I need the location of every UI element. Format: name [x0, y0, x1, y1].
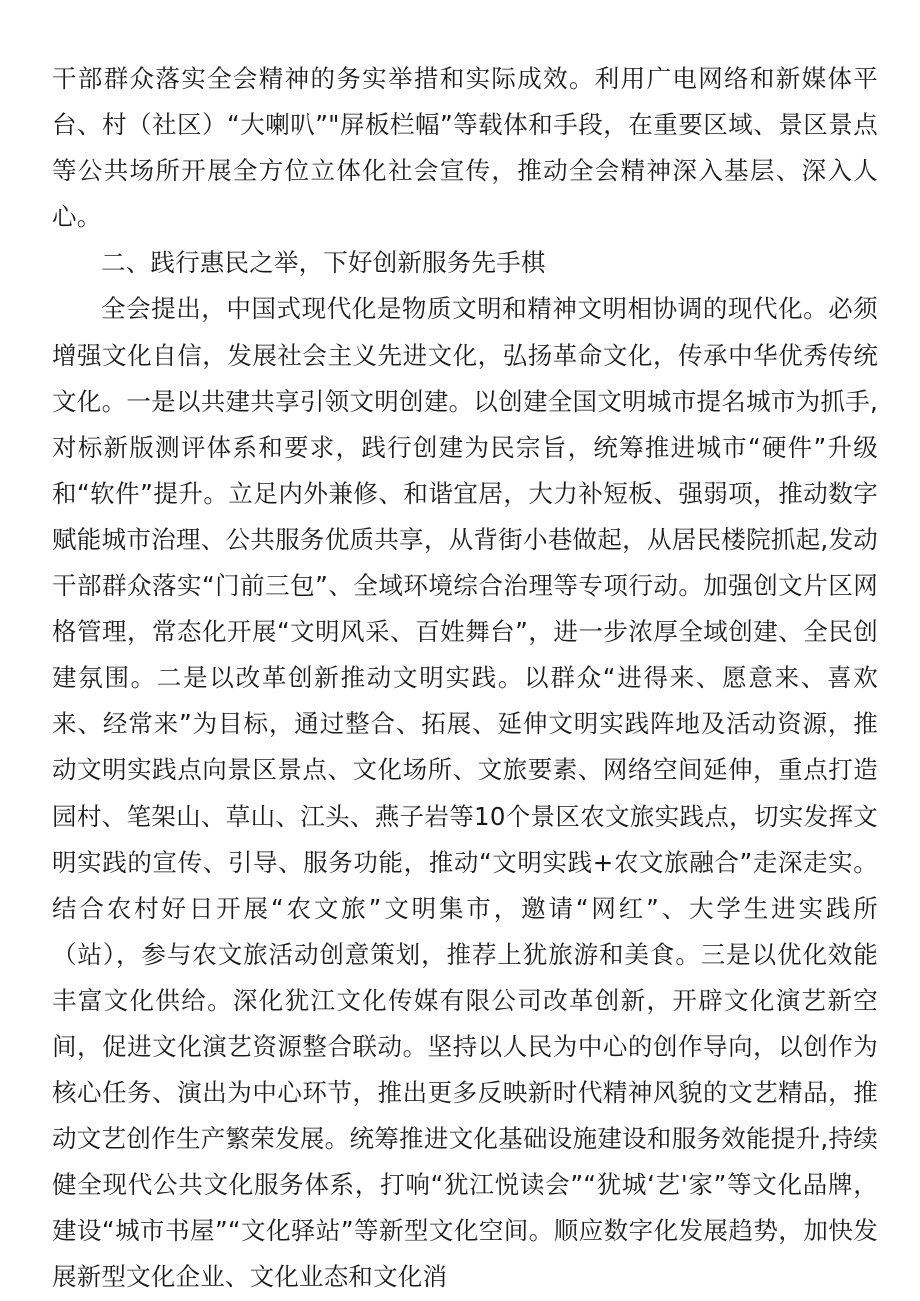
paragraph-continuation: 干部群众落实全会精神的务实举措和实际成效。利用广电网络和新媒体平台、村（社区）“大喇叭”"屏板栏幅”等载体和手段，在重要区域、景区景点等公共场所开展全方位立体化社会宣传，推动全会精神深入基层、深入人心。 [52, 64, 878, 232]
section-heading: 二、践行惠民之举，下好创新服务先手棋 [101, 248, 546, 278]
paragraph-body: 全会提出，中国式现代化是物质文明和精神文明相协调的现代化。必须增强文化自信，发展社会主义先进文化，弘扬革命文化，传承中华优秀传统文化。一是以共建共享引领文明创建。以创建全国文明城市提名城市为抓手,对标新版测评体系和要求，践行创建为民宗旨，统筹推进城市“硬件”升级和“软件”提升。立足内外兼修、和谐宜居，大力补短板、强弱项，推动数字赋能城市治理、公共服务优质共享，从背街小巷做起，从居民楼院抓起,发动干部群众落实“门前三包”、全域环境综合治理等专项行动。加强创文片区网格管理，常态化开展“文明风采、百姓舞台”，进一步浓厚全域创建、全民创建氛围。二是以改革创新推动文明实践。以群众“进得来、愿意来、喜欢来、经常来”为目标，通过整合、拓展、延伸文明实践阵地及活动资源，推动文明实践点向景区景点、文化场所、文旅要素、网络空间延伸，重点打造园村、笔架山、草山、江头、燕子岩等10个景区农文旅实践点，切实发挥文明实践的宣传、引导、服务功能，推动“文明实践+农文旅融合”走深走实。结合农村好日开展“农文旅”文明集市，邀请“网红”、大学生进实践所（站），参与农文旅活动创意策划，推荐上犹旅游和美食。三是以优化效能丰富文化供给。深化犹江文化传媒有限公司改革创新，开辟文化演艺新空间，促进文化演艺资源整合联动。坚持以人民为中心的创作导向，以创作为核心任务、演出为中心环节，推出更多反映新时代精神风貌的文艺精品，推动文艺创作生产繁荣发展。统筹推进文化基础设施建设和服务效能提升,持续健全现代公共文化服务体系，打响“犹江悦读会”“犹城‘艺'家”等文化品牌，建设“城市书屋”“文化驿站”等新型文化空间。顺应数字化发展趋势，加快发展新型文化企业、文化业态和文化消 [52, 294, 878, 1292]
document-page [52, 56, 878, 1301]
